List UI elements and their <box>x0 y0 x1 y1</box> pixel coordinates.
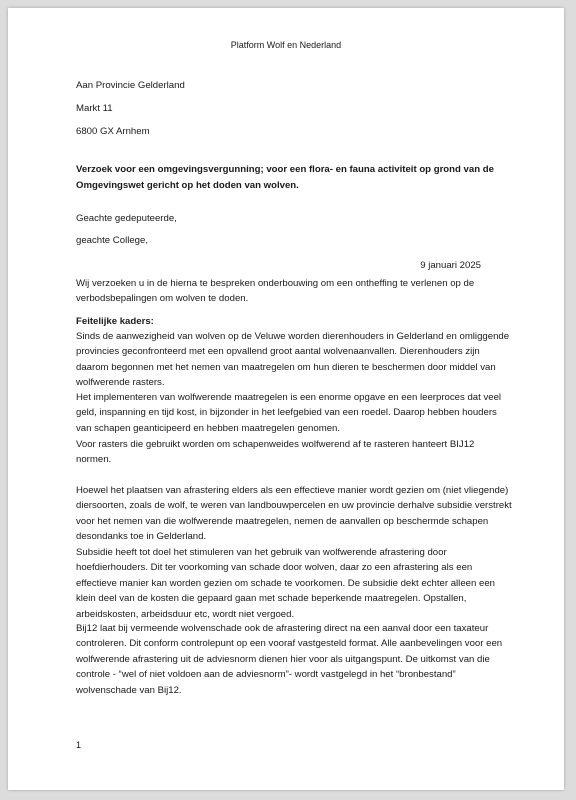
intro-paragraph: Wij verzoeken u in de hierna te bespreken onderbouwing om een ontheffing te verlenen op de verbodsbepalingen om wolven te doden. <box>76 278 475 305</box>
body-paragraph-1: Sinds de aanwezigheid van wolven op de Veluwe worden dierenhouders in Gelderland en omliggende provincies geconfronteerd met een opvallend groot aantal wolvenaanvallen. Dierenhouders zijn daarom begonnen met het nemen van maatregelen om hun dieren te beschermen door middel van wolfwerende rasters. <box>76 331 510 389</box>
page-number: 1 <box>76 740 82 750</box>
body-paragraph-3: Voor rasters die gebruikt worden om schapenweides wolfwerend af te rasteren hanteert BIJ12 normen. <box>76 439 475 466</box>
salutation-line-2: geachte College, <box>76 235 149 246</box>
letter-subject: Verzoek voor een omgevingsvergunning; voor een flora- en fauna activiteit op grond van de Omgevingswet gericht op het doden van wolven. <box>76 164 494 191</box>
body-paragraph-4: Hoewel het plaatsen van afrastering elders als een effectieve manier wordt gezien om (niet vliegende) diersoorten, zoals de wolf, te weren van landbouwpercelen en uw provincie derhalve subsidie verstrekt voor het nemen van die wolfwerende maatregelen, nemen de aanvallen op beschermde schapen desondanks toe in Gelderland. <box>76 485 512 543</box>
recipient-street: Markt 11 <box>76 103 113 114</box>
page-header: Platform Wolf en Nederland <box>230 40 342 50</box>
recipient-city: 6800 GX Arnhem <box>76 126 150 137</box>
salutation-line-1: Geachte gedeputeerde, <box>76 213 177 224</box>
document-page <box>8 8 564 790</box>
body-paragraph-6: Bij12 laat bij vermeende wolvenschade ook de afrastering direct na een aanval door een taxateur controleren. Dit conform controlepunt op een vooraf vastgesteld format. Alle aanbevelingen voor een wolfwerende afrastering uit de adviesnorm dienen hier voor als uitgangspunt. De uitkomst van die controle - “wel of niet voldoen aan de adviesnorm”- wordt vastgelegd in het “bronbestand” wolvenschade van Bij12. <box>76 623 503 696</box>
body-paragraph-2: Het implementeren van wolfwerende maatregelen is een enorme opgave en een leerproces dat veel geld, inspanning en tijd kost, in bijzonder in het leefgebied van een roedel. Daarop hebben houders van schapen geanticipeerd en hebben maatregelen genomen. <box>76 392 502 434</box>
body-paragraph-5: Subsidie heeft tot doel het stimuleren van het gebruik van wolfwerende afrastering door hoefdierhouders. Dit ter voorkoming van schade door wolven, daar zo een afrastering als een effectieve manier kan worden gezien om schade te voorkomen. De subsidie dekt echter alleen een klein deel van de kosten die gepaard gaan met schade beperkende maatregelen. Opstallen, arbeidskosten, arbeidsduur etc, wordt niet vergoed. <box>76 547 495 620</box>
section-title: Feitelijke kaders: <box>76 316 154 327</box>
recipient-name: Aan Provincie Gelderland <box>76 80 185 91</box>
letter-date: 9 januari 2025 <box>420 260 481 271</box>
